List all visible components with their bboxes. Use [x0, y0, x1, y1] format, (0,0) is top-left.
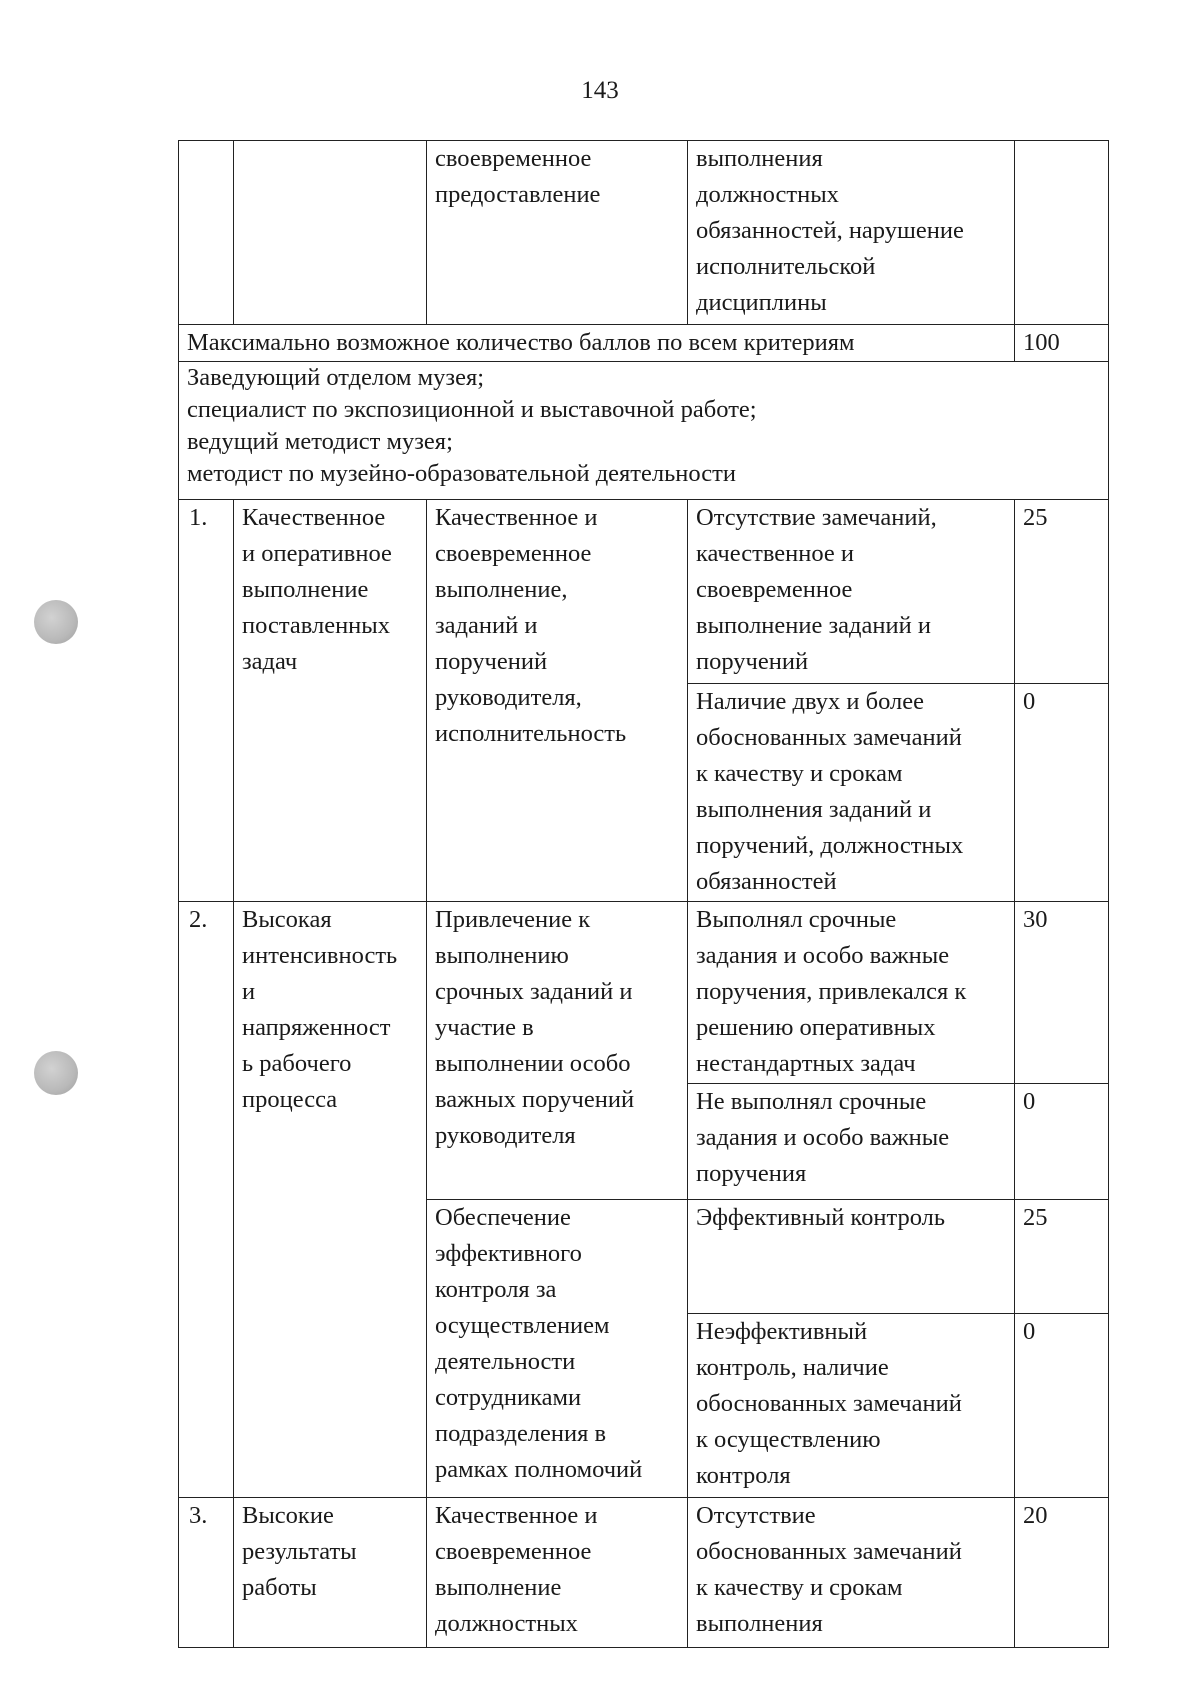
- binder-hole-icon: [34, 1051, 78, 1095]
- positions-header: Заведующий отделом музея; специалист по экспозиционной и выставочной работе; ведущий методист музея; методист по музейно-образовательной деятельности: [179, 362, 1109, 500]
- score-cell: 20: [1015, 1498, 1109, 1648]
- section-title: Качественное и оперативное выполнение поставленных задач: [234, 500, 427, 902]
- criterion-cell: Эффективный контроль: [688, 1200, 1015, 1314]
- score-cell: 0: [1015, 684, 1109, 902]
- indicator-cell: Качественное и своевременное выполнение должностных: [427, 1498, 688, 1648]
- score-cell: 0: [1015, 1314, 1109, 1498]
- title-cell: [234, 141, 427, 325]
- section-title: Высокая интенсивность и напряженност ь рабочего процесса: [234, 902, 427, 1498]
- score-cell: 25: [1015, 1200, 1109, 1314]
- max-score-label: Максимально возможное количество баллов по всем критериям: [179, 325, 1015, 362]
- criteria-table: [178, 140, 1109, 1648]
- section-title: Высокие результаты работы: [234, 1498, 427, 1648]
- criterion-cell: Выполнял срочные задания и особо важные поручения, привлекался к решению оперативных нестандартных задач: [688, 902, 1015, 1084]
- indicator-cell: Привлечение к выполнению срочных заданий и участие в выполнении особо важных поручений руководителя: [427, 902, 688, 1200]
- criterion-cell: [688, 141, 1015, 325]
- section-number: 2.: [179, 902, 234, 1498]
- max-score-value: 100: [1015, 325, 1109, 362]
- criterion-cell: Отсутствие замечаний, качественное и своевременное выполнение заданий и поручений: [688, 500, 1015, 684]
- criterion-cell: Отсутствие обоснованных замечаний к качеству и срокам выполнения: [688, 1498, 1015, 1648]
- table-row: [179, 902, 1109, 1084]
- score-cell: [1015, 141, 1109, 325]
- page-number: 143: [581, 77, 619, 104]
- max-score-row: [179, 325, 1109, 362]
- score-cell: 30: [1015, 902, 1109, 1084]
- table-row: [179, 500, 1109, 684]
- criterion-cell: Не выполнял срочные задания и особо важные поручения: [688, 1084, 1015, 1200]
- score-cell: 25: [1015, 500, 1109, 684]
- criterion-cell: Наличие двух и более обоснованных замечаний к качеству и срокам выполнения заданий и поручений, должностных обязанностей: [688, 684, 1015, 902]
- number-cell: [179, 141, 234, 325]
- indicator-cell: Качественное и своевременное выполнение, заданий и поручений руководителя, исполнительность: [427, 500, 688, 902]
- continuation-row: [179, 141, 1109, 325]
- criterion-text: выполнения должностных обязанностей, нарушение исполнительской дисциплины: [696, 145, 964, 316]
- binder-hole-icon: [34, 600, 78, 644]
- indicator-cell: Обеспечение эффективного контроля за осуществлением деятельности сотрудниками подразделения в рамках полномочий: [427, 1200, 688, 1498]
- positions-header-row: [179, 362, 1109, 500]
- indicator-text: своевременное предоставление: [435, 145, 601, 208]
- criterion-cell: Неэффективный контроль, наличие обоснованных замечаний к осуществлению контроля: [688, 1314, 1015, 1498]
- table-row: [179, 1498, 1109, 1648]
- score-cell: 0: [1015, 1084, 1109, 1200]
- section-number: 3.: [179, 1498, 234, 1648]
- indicator-cell: [427, 141, 688, 325]
- section-number: 1.: [179, 500, 234, 902]
